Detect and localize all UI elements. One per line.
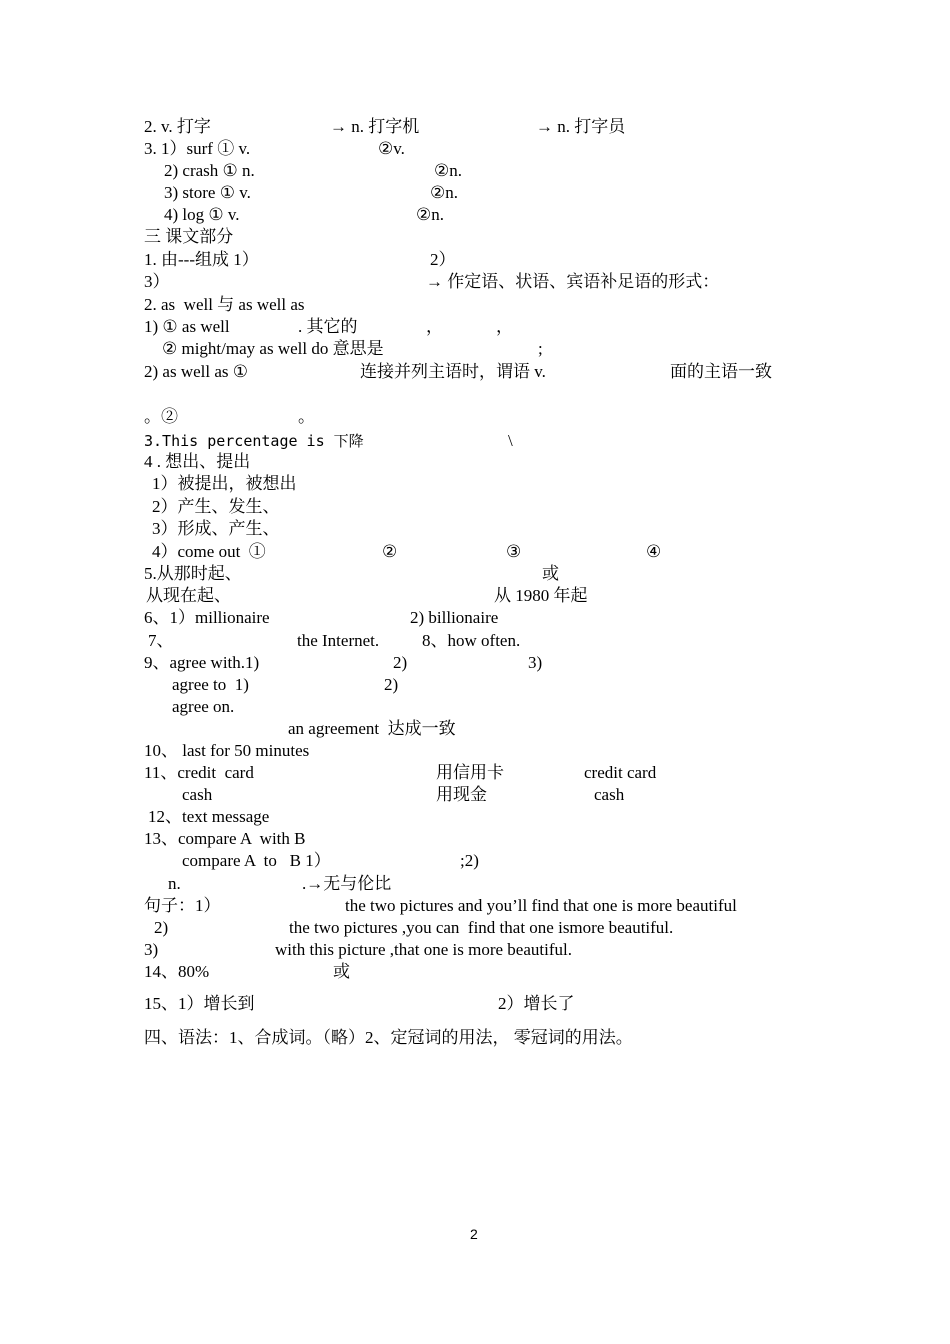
text-line: 或 bbox=[333, 962, 350, 981]
text-line: 9、agree with.1) bbox=[144, 653, 260, 672]
text-line: 5.从那时起、 bbox=[144, 564, 242, 583]
text-line: 14、80% bbox=[144, 962, 210, 981]
text-line: 连接并列主语时，谓语 v. bbox=[360, 362, 546, 381]
text-line: 3. 1）surf ① v. bbox=[144, 139, 251, 158]
text-line: ② bbox=[382, 542, 398, 561]
page-number: 2 bbox=[470, 1226, 478, 1242]
text-line: 2) bbox=[384, 675, 399, 694]
text-line: \ bbox=[508, 431, 513, 450]
text-line: 3.This percentage is 下降 bbox=[144, 432, 364, 450]
text-line: 句子：1） bbox=[144, 896, 221, 915]
text-line: 2）增长了 bbox=[498, 994, 575, 1013]
text-line: 1. 由---组成 1） bbox=[144, 250, 259, 269]
text-line: 11、credit card bbox=[144, 763, 254, 782]
text-line: 1）被提出，被想出 bbox=[152, 474, 297, 493]
text-line: 3) store ① v. bbox=[164, 183, 251, 202]
text-line: 8、how often. bbox=[422, 631, 521, 650]
text-line: 13、compare A with B bbox=[144, 829, 306, 848]
text-line: n. bbox=[168, 874, 181, 893]
text-line: 7、 bbox=[148, 631, 174, 650]
text-line: 4) log ① v. bbox=[164, 205, 240, 224]
text-line: agree to 1) bbox=[172, 675, 249, 694]
text-line: 1) ① as well bbox=[144, 317, 230, 336]
text-line: ， bbox=[496, 317, 513, 336]
text-line: 12、text message bbox=[148, 807, 270, 826]
text-line: ;2) bbox=[460, 851, 479, 870]
text-line: ② might/may as well do 意思是 bbox=[162, 339, 384, 358]
text-line: 用信用卡 bbox=[436, 763, 504, 782]
text-line: 4 . 想出、提出 bbox=[144, 452, 251, 471]
text-line: with this picture ,that one is more beautiful. bbox=[275, 940, 572, 959]
text-line: 3）形成、产生、 bbox=[152, 519, 280, 538]
text-line: an agreement 达成一致 bbox=[288, 719, 456, 738]
text-line: 3） bbox=[144, 272, 170, 291]
text-line: credit card bbox=[584, 763, 657, 782]
text-line: the Internet. bbox=[297, 631, 380, 650]
text-line: 或 bbox=[542, 564, 559, 583]
text-line: ②n. bbox=[434, 161, 462, 180]
text-line: 用现金 bbox=[436, 785, 487, 804]
text-line: ， bbox=[426, 317, 443, 336]
text-line: 面的主语一致 bbox=[670, 362, 772, 381]
text-line: agree on. bbox=[172, 697, 235, 716]
text-line: 10、 last for 50 minutes bbox=[144, 741, 310, 760]
text-line: the two pictures ,you can find that one ismore beautiful. bbox=[289, 918, 674, 937]
text-line: 15、1）增长到 bbox=[144, 994, 255, 1013]
text-line: 从 1980 年起 bbox=[494, 586, 588, 605]
text-line: → 作定语、状语、宾语补足语的形式： bbox=[426, 272, 720, 291]
text-line: → n. 打字机 bbox=[330, 117, 420, 136]
text-line: cash bbox=[594, 785, 625, 804]
text-line: 3) bbox=[528, 653, 543, 672]
text-line: . 其它的 bbox=[298, 317, 358, 336]
text-line: 。 bbox=[298, 407, 315, 426]
section-heading: 三 课文部分 bbox=[144, 227, 234, 246]
text-line: ②v. bbox=[378, 139, 405, 158]
text-line: 6、1）millionaire bbox=[144, 608, 270, 627]
text-line: 2) as well as ① bbox=[144, 362, 248, 381]
text-line: 2) billionaire bbox=[410, 608, 499, 627]
text-line: ; bbox=[538, 339, 543, 358]
text-line: ③ bbox=[506, 542, 522, 561]
text-line: 2. v. 打字 bbox=[144, 117, 211, 136]
text-line: compare A to B 1） bbox=[182, 851, 331, 870]
text-line: 2) bbox=[154, 918, 169, 937]
text-line: cash bbox=[182, 785, 213, 804]
text-line: ②n. bbox=[430, 183, 458, 202]
text-line: ②n. bbox=[416, 205, 444, 224]
text-line: .→无与伦比 bbox=[302, 874, 392, 893]
text-line: 4）come out ① bbox=[152, 542, 266, 561]
section-heading: 四、语法：1、合成词。（略）2、定冠词的用法， 零冠词的用法。 bbox=[144, 1028, 633, 1047]
text-line: 2) crash ① n. bbox=[164, 161, 255, 180]
text-line: 2）产生、发生、 bbox=[152, 497, 280, 516]
text-line: 。② bbox=[144, 407, 178, 426]
text-line: 从现在起、 bbox=[146, 586, 231, 605]
text-line: ④ bbox=[646, 542, 662, 561]
text-line: 3) bbox=[144, 940, 159, 959]
text-line: the two pictures and you’ll find that one is more beautiful bbox=[345, 896, 737, 915]
text-line: 2. as well 与 as well as bbox=[144, 295, 305, 314]
text-line: → n. 打字员 bbox=[536, 117, 626, 136]
text-line: 2） bbox=[430, 250, 456, 269]
text-line: 2) bbox=[393, 653, 408, 672]
